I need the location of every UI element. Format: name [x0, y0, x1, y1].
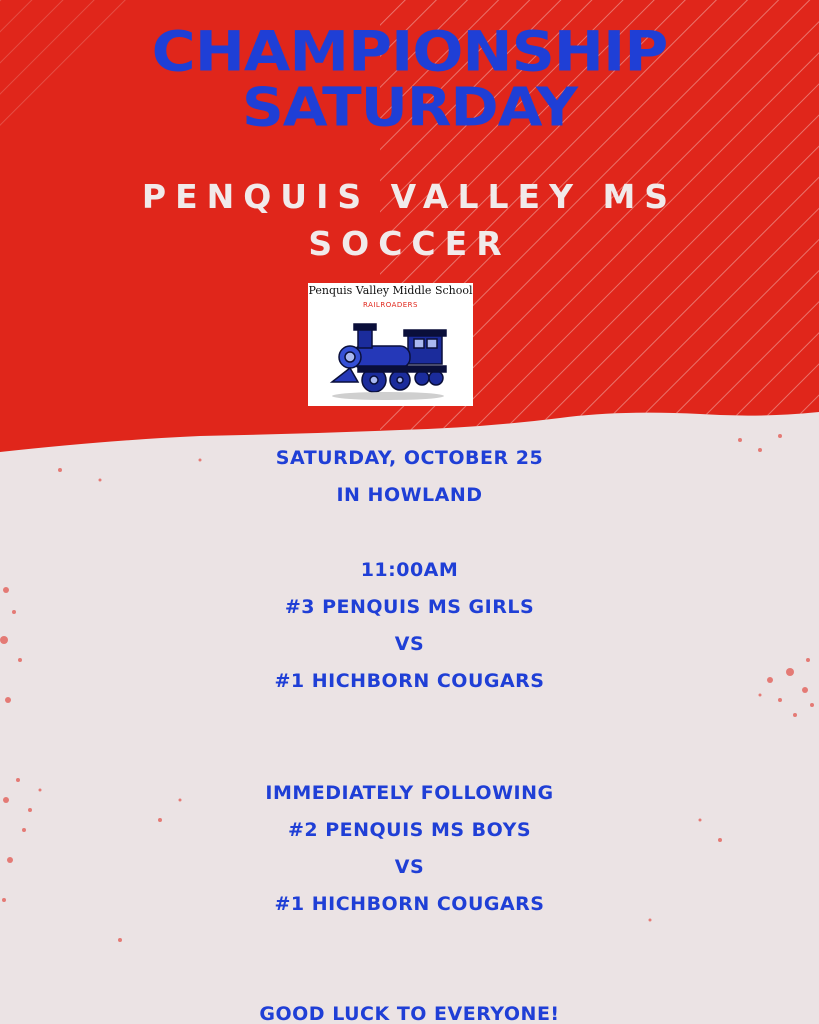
title-line-1: CHAMPIONSHIP [151, 19, 668, 85]
game2-vs: VS [394, 856, 425, 878]
school-logo [308, 283, 473, 406]
title-line-2: SATURDAY [242, 75, 577, 139]
subtitle-line-2: SOCCER [308, 224, 511, 263]
subtitle-line-1: PENQUIS VALLEY MS [141, 177, 678, 216]
logo-school-name: Penquis Valley Middle School [308, 284, 473, 297]
game2-team1: #2 PENQUIS MS BOYS [287, 819, 532, 841]
train-icon [328, 320, 453, 404]
game2-time: IMMEDIATELY FOLLOWING [265, 782, 554, 804]
closing-message: GOOD LUCK TO EVERYONE! [259, 1003, 560, 1024]
logo-team-name: RAILROADERS [363, 301, 418, 309]
event-location: IN HOWLAND [336, 484, 483, 506]
game1-time: 11:00AM [360, 559, 459, 581]
game1-vs: VS [394, 633, 425, 655]
game2-team2: #1 HICHBORN COUGARS [274, 893, 545, 915]
game1-team2: #1 HICHBORN COUGARS [274, 670, 545, 692]
event-date: SATURDAY, OCTOBER 25 [275, 447, 544, 469]
game1-team1: #3 PENQUIS MS GIRLS [284, 596, 535, 618]
